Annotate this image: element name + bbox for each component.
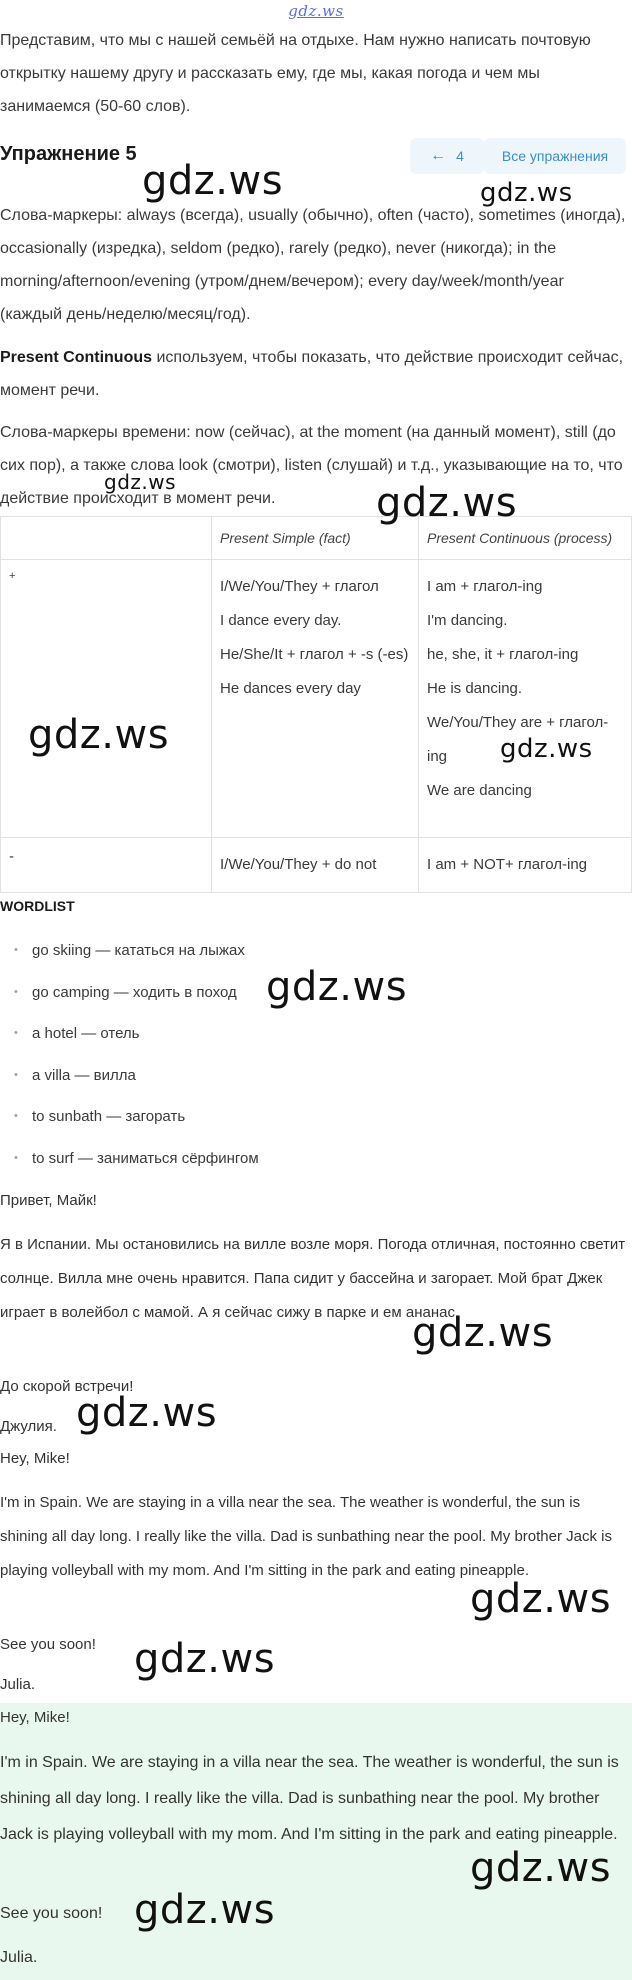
letter-ru-body: Я в Испании. Мы остановились на вилле возле моря. Погода отличная, постоянно светит солнце. Вилла мне очень нравится. Папа сидит у бассейна и загорает. Мой брат Джек играет в волейбол с мамой. А я сейчас сижу в парке и ем ананас.: [0, 1236, 626, 1321]
cell-line: He/She/It + глагол + -s (-es): [220, 646, 409, 663]
cell-line: I'm dancing.: [427, 612, 508, 629]
cell-line: I/We/You/They + глагол: [220, 578, 379, 595]
watermark: gdz.ws: [76, 1390, 218, 1436]
watermark: gdz.ws: [142, 158, 284, 204]
list-item: • to surf — заниматься сёрфингом: [14, 1138, 259, 1180]
watermark: gdz.ws: [470, 1845, 612, 1891]
watermark: gdz.ws: [28, 712, 170, 758]
letter-ru-closing: До скорой встречи!: [0, 1378, 134, 1395]
table-header-row: [1, 517, 632, 560]
answer-greeting: Hey, Mike!: [0, 1709, 70, 1726]
markers-continuous: Слова-маркеры времени: now (сейчас), at the moment (на данный момент), still (до сих пор), а также слова look (смотри), listen (слушай) и т.д., указывающие на то, что действие происходит в момент речи.: [0, 424, 623, 507]
watermark: gdz.ws: [134, 1636, 276, 1682]
letter-ru-greeting: Привет, Майк!: [0, 1192, 97, 1209]
letter-en-closing: See you soon!: [0, 1636, 96, 1653]
watermark: gdz.ws: [412, 1310, 554, 1356]
cell-line: I dance every day.: [220, 612, 342, 629]
cell-continuous: [419, 838, 632, 893]
arrow-left-icon: ←: [430, 147, 447, 164]
all-exercises-button[interactable]: Все упражнения: [484, 138, 626, 174]
letter-en-body: I'm in Spain. We are staying in a villa near the sea. The weather is wonderful, the sun is shining all day long. I really like the villa. Dad is sunbathing near the pool. My brother Jack is playing volleyball with my mom. And I'm sitting in the park and eating pineapple.: [0, 1494, 612, 1579]
letter-ru-signature: Джулия.: [0, 1418, 57, 1435]
cell-line: He dances every day: [220, 680, 361, 697]
cell-line: We/You/They are + глагол-ing: [427, 714, 609, 765]
list-item: • a villa — вилла: [14, 1055, 259, 1097]
present-continuous-text: используем, чтобы показать, что действие происходит сейчас, момент речи.: [0, 349, 624, 399]
wordlist-title: WORDLIST: [0, 898, 75, 914]
header-present-continuous: Present Continuous (process): [419, 517, 632, 560]
present-continuous-term: Present Continuous: [0, 349, 153, 366]
row-sign: +: [1, 560, 212, 838]
intro-text: Представим, что мы с нашей семьёй на отдыхе. Нам нужно написать почтовую открытку нашему другу и рассказать ему, где мы, какая погода и чем мы занимаемся (50-60 слов).: [0, 32, 591, 115]
list-item: • go camping — ходить в поход: [14, 972, 259, 1014]
answer-body: I'm in Spain. We are staying in a villa near the sea. The weather is wonderful, the sun is shining all day long. I really like the villa. Dad is sunbathing near the pool. My brother Jack is playing volleyball with my mom. And I'm sitting in the park and eating pineapple.: [0, 1754, 619, 1843]
cell-simple: [212, 838, 419, 893]
wordlist: [0, 930, 259, 1179]
header-present-simple: Present Simple (fact): [212, 517, 419, 560]
cell-line: I/We/You/They + do not: [220, 856, 377, 873]
exercise-title: Упражнение 5: [0, 143, 137, 165]
markers-simple: Слова-маркеры: always (всегда), usually (обычно), often (часто), sometimes (иногда), occasionally (изредка), seldom (редко), rarely (редко), never (никогда); in the morning/afternoon/evening (утром/днем/вечером); every day/week/month/year (каждый день/неделю/месяц/год).: [0, 207, 626, 323]
prev-exercise-button[interactable]: [410, 138, 484, 174]
cell-line: he, she, it + глагол-ing: [427, 646, 579, 663]
prev-exercise-label: 4: [456, 148, 464, 164]
cell-continuous: [419, 560, 632, 838]
table-row: [1, 838, 632, 893]
present-continuous-desc: [0, 341, 630, 407]
list-item: • go skiing — кататься на лыжах: [14, 930, 259, 972]
table-row: [1, 560, 632, 838]
grammar-table: [0, 516, 632, 893]
watermark: gdz.ws: [470, 1576, 612, 1622]
cell-line: We are dancing: [427, 782, 532, 799]
cell-line: He is dancing.: [427, 680, 523, 697]
list-item: • to sunbath — загорать: [14, 1096, 259, 1138]
cell-simple: [212, 560, 419, 838]
list-item: • a hotel — отель: [14, 1013, 259, 1055]
watermark: gdz.ws: [104, 470, 177, 494]
letter-en-signature: Julia.: [0, 1676, 36, 1693]
grammar-table-wrapper: [0, 516, 632, 896]
answer-signature: Julia.: [0, 1949, 38, 1966]
site-logo-top[interactable]: gdz.ws: [288, 2, 344, 20]
watermark: gdz.ws: [266, 964, 408, 1010]
cell-line: I am + глагол-ing: [427, 578, 543, 595]
watermark: gdz.ws: [134, 1887, 276, 1933]
letter-en-greeting: Hey, Mike!: [0, 1450, 70, 1467]
cell-line: I am + NOT+ глагол-ing: [427, 856, 588, 873]
watermark: gdz.ws: [480, 178, 573, 208]
answer-closing: See you soon!: [0, 1905, 103, 1922]
watermark: gdz.ws: [376, 480, 518, 526]
watermark: gdz.ws: [500, 734, 593, 764]
row-sign: -: [1, 838, 212, 893]
